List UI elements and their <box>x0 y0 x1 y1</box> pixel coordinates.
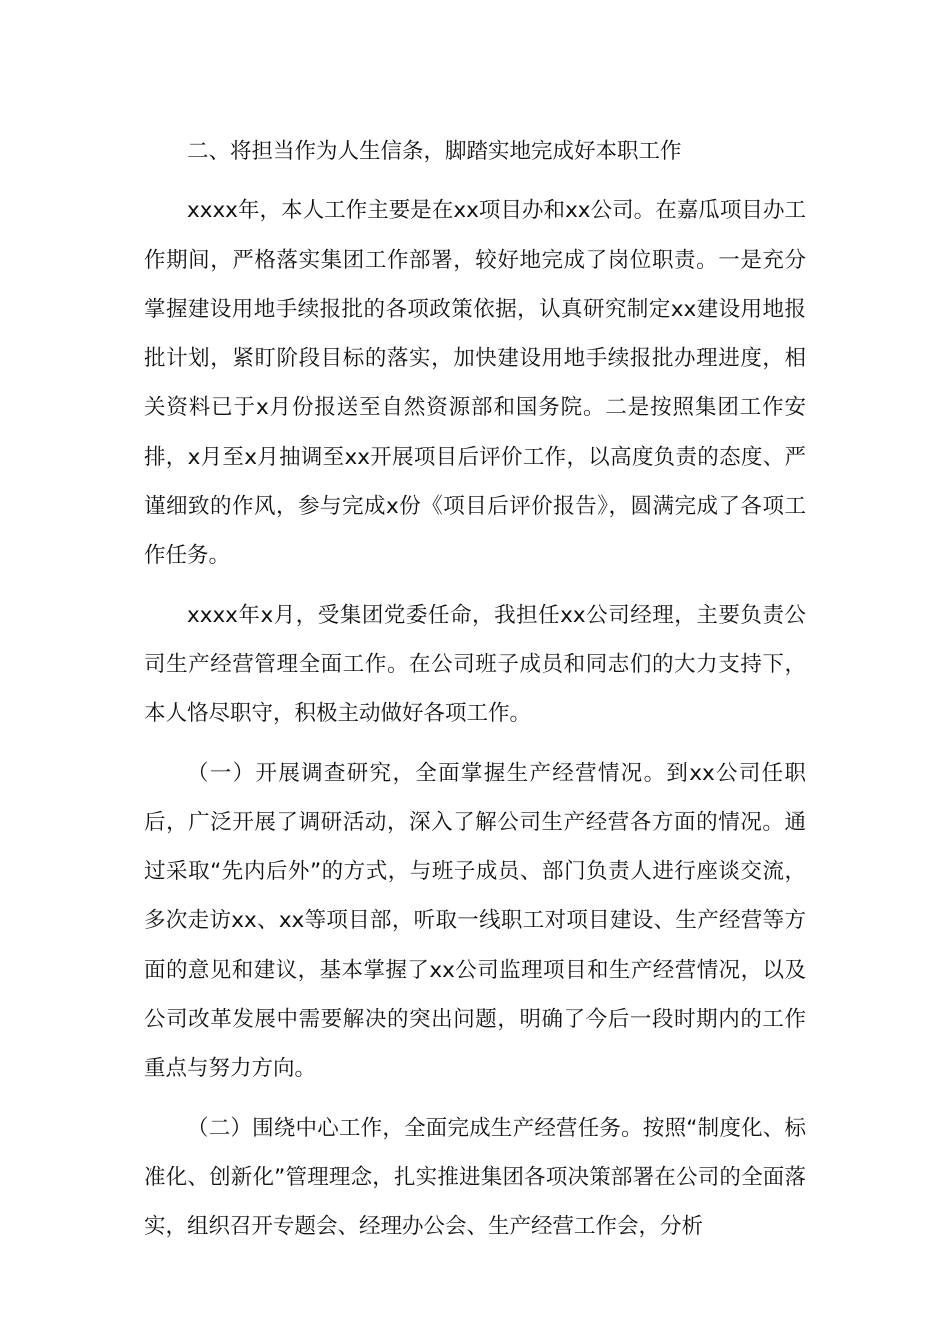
paragraph-investigation: （一）开展调查研究，全面掌握生产经营情况。到xx公司任职后，广泛开展了调研活动，深入了解公司生产经营各方面的情况。通过采取“先内后外”的方式，与班子成员、部门负责人进行座谈交流，多次走访xx、xx等项目部，听取一线职工对项目建设、生产经营等方面的意见和建议，基本掌握了xx公司监理项目和生产经营情况，以及公司改革发展中需要解决的突出问题，明确了今后一段时期内的工作重点与努力方向。 <box>144 760 806 1082</box>
section-heading: 二、将担当作为人生信条，脚踏实地完成好本职工作 <box>187 139 682 164</box>
paragraph-project-office: xxxx年，本人工作主要是在xx项目办和xx公司。在嘉瓜项目办工作期间，严格落实集团工作部署，较好地完成了岗位职责。一是充分掌握建设用地手续报批的各项政策依据，认真研究制定xx建设用地报批计划，紧盯阶段目标的落实，加快建设用地手续报批办理进度，相关资料已于x月份报送至自然资源部和国务院。二是按照集团工作安排，x月至x月抽调至xx开展项目后评价工作，以高度负责的态度、严谨细致的作风，参与完成x份《项目后评价报告》，圆满完成了各项工作任务。 <box>144 198 806 569</box>
document-body <box>144 127 806 1252</box>
paragraph-central-work: （二）围绕中心工作，全面完成生产经营任务。按照“制度化、标准化、创新化”管理理念，扎实推进集团各项决策部署在公司的全面落实，组织召开专题会、经理办公会、生产经营工作会，分析 <box>144 1115 806 1240</box>
paragraph-appointment: xxxx年x月，受集团党委任命，我担任xx公司经理，主要负责公司生产经营管理全面工作。在公司班子成员和同志们的大力支持下，本人恪尽职守，积极主动做好各项工作。 <box>144 602 806 727</box>
